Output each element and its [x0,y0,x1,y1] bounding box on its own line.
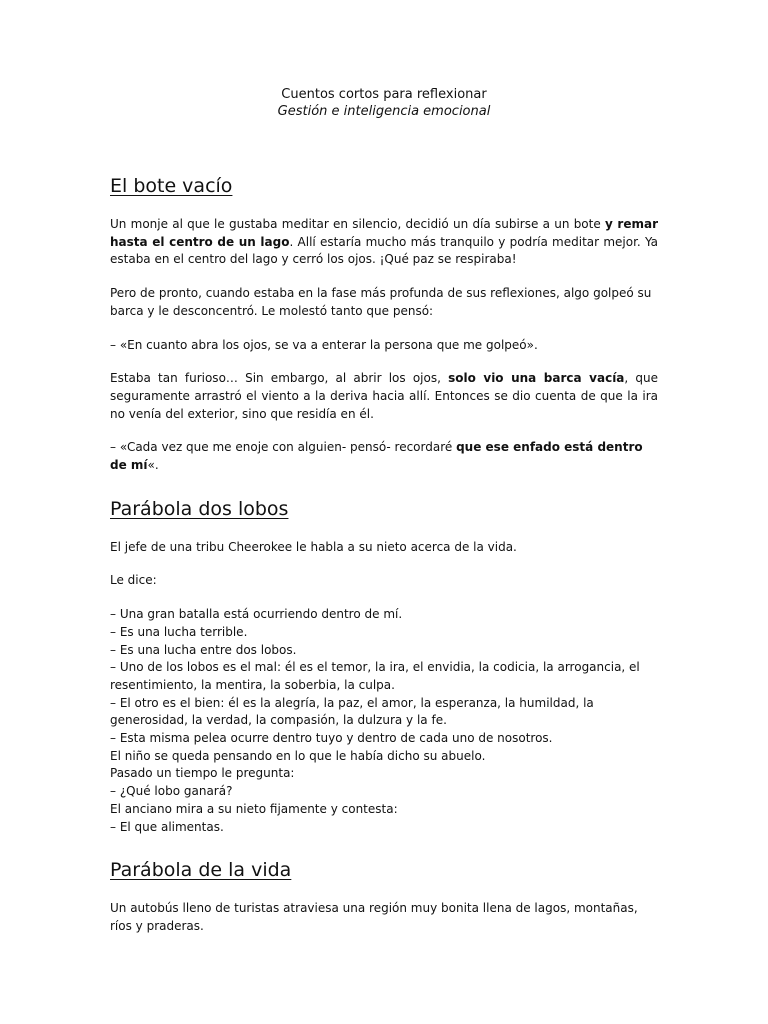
text-run: «. [147,458,159,473]
dialogue-line: El niño se queda pensando en lo que le había dicho su abuelo. [110,748,486,763]
bold-text: y remar hasta el centro de un lago [110,217,659,249]
paragraph [110,370,658,423]
document-title: Cuentos cortos para reflexionar [281,87,487,102]
paragraph [110,216,658,269]
text-run: Estaba tan furioso… Sin embargo, al abrir los ojos, [110,371,449,386]
dialogue-lines [110,606,658,836]
dialogue-line: – El otro es el bien: él es la alegría, la paz, el amor, la esperanza, la humildad, la generosidad, la verdad, la compasión, la dulzura y la fe. [110,695,594,728]
dialogue-line: – ¿Qué lobo ganará? [110,784,233,799]
text-run: , que seguramente arrastró el viento a la deriva hacia allí. Entonces se dio cuenta de que la ira no venía del exterior, sino que residía en él. [110,371,658,421]
bold-text: solo vio una barca vacía [448,371,625,386]
paragraph: El jefe de una tribu Cheerokee le habla a su nieto acerca de la vida. [110,539,517,554]
text-run: Un monje al que le gustaba meditar en silencio, decidió un día subirse a un bote [110,217,605,231]
document-page [110,86,658,936]
dialogue-line: – Es una lucha terrible. [110,624,248,639]
section-heading-bote-vacio: El bote vacío [110,175,233,197]
text-run: – «Cada vez que me enoje con alguien- pensó- recordaré [110,440,457,455]
bold-text: que ese enfado está dentro de mí [110,440,643,473]
section-heading-parabola-vida: Parábola de la vida [110,859,292,882]
paragraph: – «En cuanto abra los ojos, se va a enterar la persona que me golpeó». [110,337,538,352]
paragraph: Le dice: [110,573,157,588]
dialogue-line: – Una gran batalla está ocurriendo dentro de mí. [110,607,403,622]
paragraph [110,439,658,474]
dialogue-line: – Esta misma pelea ocurre dentro tuyo y dentro de cada uno de nosotros. [110,731,553,746]
document-subtitle: Gestión e inteligencia emocional [277,104,491,119]
dialogue-line: El anciano mira a su nieto fijamente y contesta: [110,801,398,816]
paragraph: Un autobús lleno de turistas atraviesa una región muy bonita llena de lagos, montañas, ríos y praderas. [110,901,638,933]
text-run: . Allí estaría mucho más tranquilo y podría meditar mejor. Ya estaba en el centro del lago y cerró los ojos. ¡Qué paz se respiraba! [110,234,658,267]
dialogue-line: – Uno de los lobos es el mal: él es el temor, la ira, el envidia, la codicia, la arrogancia, el resentimiento, la mentira, la soberbia, la culpa. [110,660,640,692]
section-heading-dos-lobos: Parábola dos lobos [110,497,289,520]
dialogue-line: – El que alimentas. [110,819,224,834]
dialogue-line: – Es una lucha entre dos lobos. [110,642,297,657]
paragraph: Pero de pronto, cuando estaba en la fase más profunda de sus reflexiones, algo golpeó su barca y le desconcentró. Le molestó tanto que pensó: [110,286,652,318]
dialogue-line: Pasado un tiempo le pregunta: [110,766,295,781]
